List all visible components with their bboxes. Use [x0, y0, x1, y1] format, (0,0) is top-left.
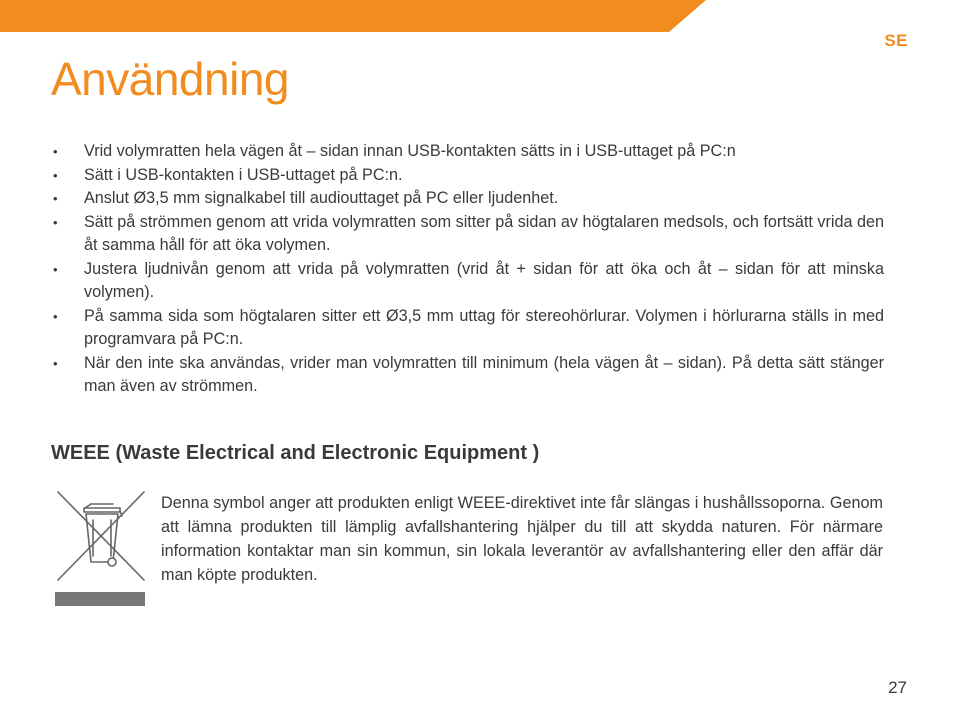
list-item: • När den inte ska användas, vrider man volymratten till minimum (hela vägen åt – sidan). På detta sätt stänger man även av strömmen.: [52, 352, 884, 399]
page-number: 27: [888, 678, 907, 697]
header-band: [0, 0, 954, 32]
list-item: • Justera ljudnivån genom att vrida på volymratten (vrid åt + sidan för att öka och åt – sidan för att minska volymen).: [52, 258, 884, 305]
list-item: • Vrid volymratten hela vägen åt – sidan innan USB-kontakten sätts in i USB-uttaget på PC:n: [52, 140, 884, 164]
page-title: Användning: [51, 53, 289, 105]
list-item: • Sätt i USB-kontakten i USB-uttaget på PC:n.: [52, 164, 884, 188]
weee-heading: WEEE (Waste Electrical and Electronic Equipment ): [51, 442, 540, 464]
list-item: • På samma sida som högtalaren sitter ett Ø3,5 mm uttag för stereohörlurar. Volymen i hörlurarna ställs in med programvara på PC:n.: [52, 305, 884, 352]
crossed-out-wheelie-bin-icon: [55, 490, 145, 608]
list-item: • Anslut Ø3,5 mm signalkabel till audiouttaget på PC eller ljudenhet.: [52, 187, 884, 211]
instruction-list: [52, 140, 884, 399]
list-item: • Sätt på strömmen genom att vrida volymratten som sitter på sidan av högtalaren medsols, och fortsätt vrida den åt samma håll för att öka volymen.: [52, 211, 884, 258]
weee-description: Denna symbol anger att produkten enligt WEEE-direktivet inte får slängas i hushållssoporna. Genom att lämna produkten till lämplig avfallshantering hjälper du till att skydda naturen. För närmare information kontaktar man sin kommun, sin lokala leverantör av avfallshantering eller den affär där man köpte produkten.: [161, 494, 883, 584]
language-code: SE: [884, 31, 908, 50]
